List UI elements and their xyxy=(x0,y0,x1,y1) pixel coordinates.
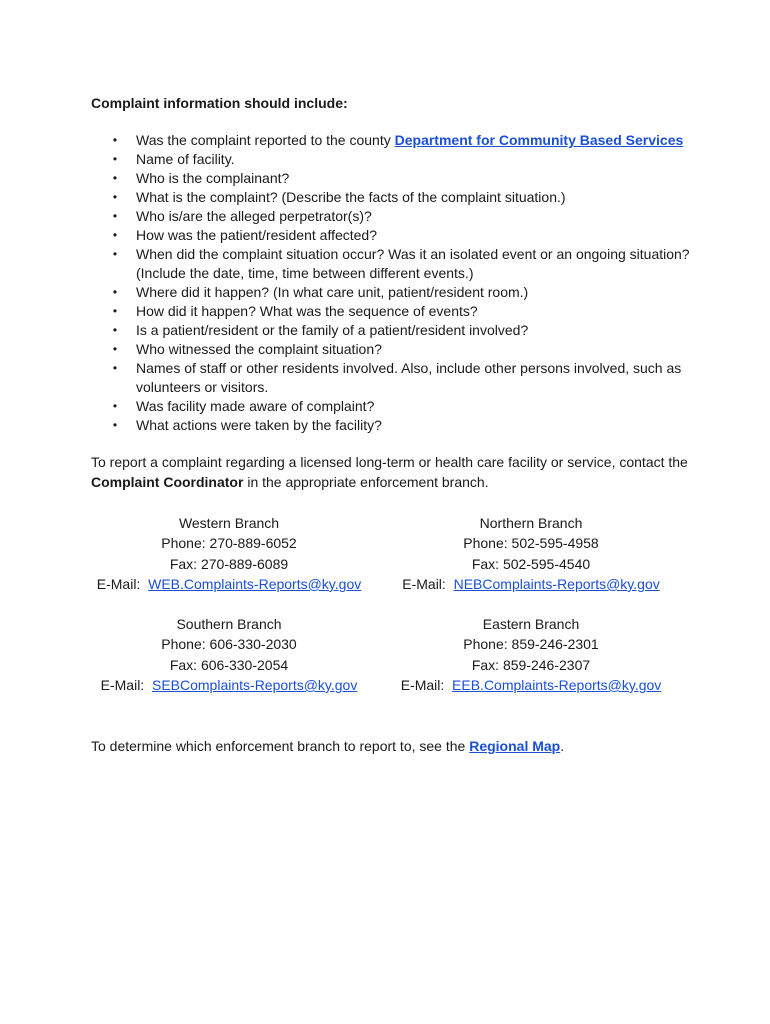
list-item-text: Was facility made aware of complaint? xyxy=(136,398,375,414)
bullet-icon: • xyxy=(112,228,118,242)
branch-phone: Phone: 502-595-4958 xyxy=(463,535,599,552)
email-label: E-Mail: xyxy=(100,676,145,693)
dcbs-link[interactable]: Department for Community Based Services xyxy=(394,132,684,148)
list-item-text: When did the complaint situation occur? Was it an isolated event or an ongoing situation? (Include the date, time, time between different events.) xyxy=(136,246,690,281)
report-text-after: in the appropriate enforcement branch. xyxy=(243,474,489,490)
list-item xyxy=(91,245,691,283)
complaint-coordinator-label: Complaint Coordinator xyxy=(91,474,244,490)
list-item xyxy=(91,283,691,302)
list-item-text: What is the complaint? (Describe the facts of the complaint situation.) xyxy=(136,189,566,205)
list-item xyxy=(91,150,691,169)
western-branch-contact xyxy=(69,513,389,594)
branch-email-row xyxy=(69,675,389,695)
branch-phone: Phone: 859-246-2301 xyxy=(463,636,599,653)
list-item-text: Where did it happen? (In what care unit, patient/resident room.) xyxy=(136,284,529,300)
bullet-icon: • xyxy=(112,323,118,337)
email-label: E-Mail: xyxy=(400,676,445,693)
list-item-text: Names of staff or other residents involved. Also, include other persons involved, such as volunteers or visitors. xyxy=(136,360,682,395)
regional-text-before: To determine which enforcement branch to report to, see the xyxy=(91,738,470,754)
branch-fax: Fax: 502-595-4540 xyxy=(471,555,591,572)
bullet-icon: • xyxy=(112,342,118,356)
list-item-text: Name of facility. xyxy=(136,151,235,167)
southern-email-link[interactable]: SEBComplaints-Reports@ky.gov xyxy=(151,676,358,693)
bullet-icon: • xyxy=(112,285,118,299)
branch-name: Eastern Branch xyxy=(482,616,580,632)
northern-branch-contact xyxy=(371,513,691,594)
list-item-text: Is a patient/resident or the family of a patient/resident involved? xyxy=(136,322,529,338)
email-label: E-Mail: xyxy=(402,575,446,592)
branch-name: Northern Branch xyxy=(479,515,583,531)
western-email-link[interactable]: WEB.Complaints-Reports@ky.gov xyxy=(148,575,362,592)
branch-name: Southern Branch xyxy=(176,616,282,632)
branch-email-row xyxy=(371,675,691,695)
regional-map-link[interactable]: Regional Map xyxy=(469,738,561,754)
branch-email-row xyxy=(371,574,691,594)
list-item xyxy=(91,416,691,435)
bullet-icon: • xyxy=(112,190,118,204)
section-heading: Complaint information should include: xyxy=(91,95,348,111)
branch-fax: Fax: 859-246-2307 xyxy=(471,656,591,673)
email-label: E-Mail: xyxy=(96,575,141,592)
list-item xyxy=(91,321,691,340)
branch-phone: Phone: 606-330-2030 xyxy=(161,636,297,653)
list-item xyxy=(91,359,691,397)
list-item-text: Was the complaint reported to the county xyxy=(136,132,395,148)
report-text-before: To report a complaint regarding a licensed long-term or health care facility or service, contact the xyxy=(91,454,688,470)
report-paragraph xyxy=(91,452,691,492)
bullet-icon: • xyxy=(112,361,118,375)
complaint-info-list xyxy=(91,131,691,435)
bullet-icon: • xyxy=(112,399,118,413)
bullet-icon: • xyxy=(112,247,118,261)
list-item xyxy=(91,188,691,207)
list-item-text: Who is the complainant? xyxy=(136,170,290,186)
eastern-branch-contact xyxy=(371,614,691,695)
branch-name: Western Branch xyxy=(178,515,280,531)
list-item-text: What actions were taken by the facility? xyxy=(136,417,382,433)
bullet-icon: • xyxy=(112,133,118,147)
list-item-text: How did it happen? What was the sequence of events? xyxy=(136,303,478,319)
list-item xyxy=(91,207,691,226)
bullet-icon: • xyxy=(112,418,118,432)
southern-branch-contact xyxy=(69,614,389,695)
list-item-text: Who is/are the alleged perpetrator(s)? xyxy=(136,208,372,224)
list-item xyxy=(91,397,691,416)
list-item xyxy=(91,131,691,150)
bullet-icon: • xyxy=(112,152,118,166)
eastern-email-link[interactable]: EEB.Complaints-Reports@ky.gov xyxy=(452,676,662,693)
regional-paragraph xyxy=(91,736,691,756)
branch-fax: Fax: 270-889-6089 xyxy=(169,555,289,572)
list-item xyxy=(91,226,691,245)
regional-text-after: . xyxy=(560,738,565,754)
list-item xyxy=(91,340,691,359)
list-item xyxy=(91,169,691,188)
branch-email-row xyxy=(69,574,389,594)
list-item xyxy=(91,302,691,321)
list-item-text: Who witnessed the complaint situation? xyxy=(136,341,382,357)
branch-phone: Phone: 270-889-6052 xyxy=(161,535,297,552)
bullet-icon: • xyxy=(112,171,118,185)
northern-email-link[interactable]: NEBComplaints-Reports@ky.gov xyxy=(453,575,660,592)
branch-fax: Fax: 606-330-2054 xyxy=(169,656,289,673)
list-item-text: How was the patient/resident affected? xyxy=(136,227,378,243)
bullet-icon: • xyxy=(112,209,118,223)
bullet-icon: • xyxy=(112,304,118,318)
